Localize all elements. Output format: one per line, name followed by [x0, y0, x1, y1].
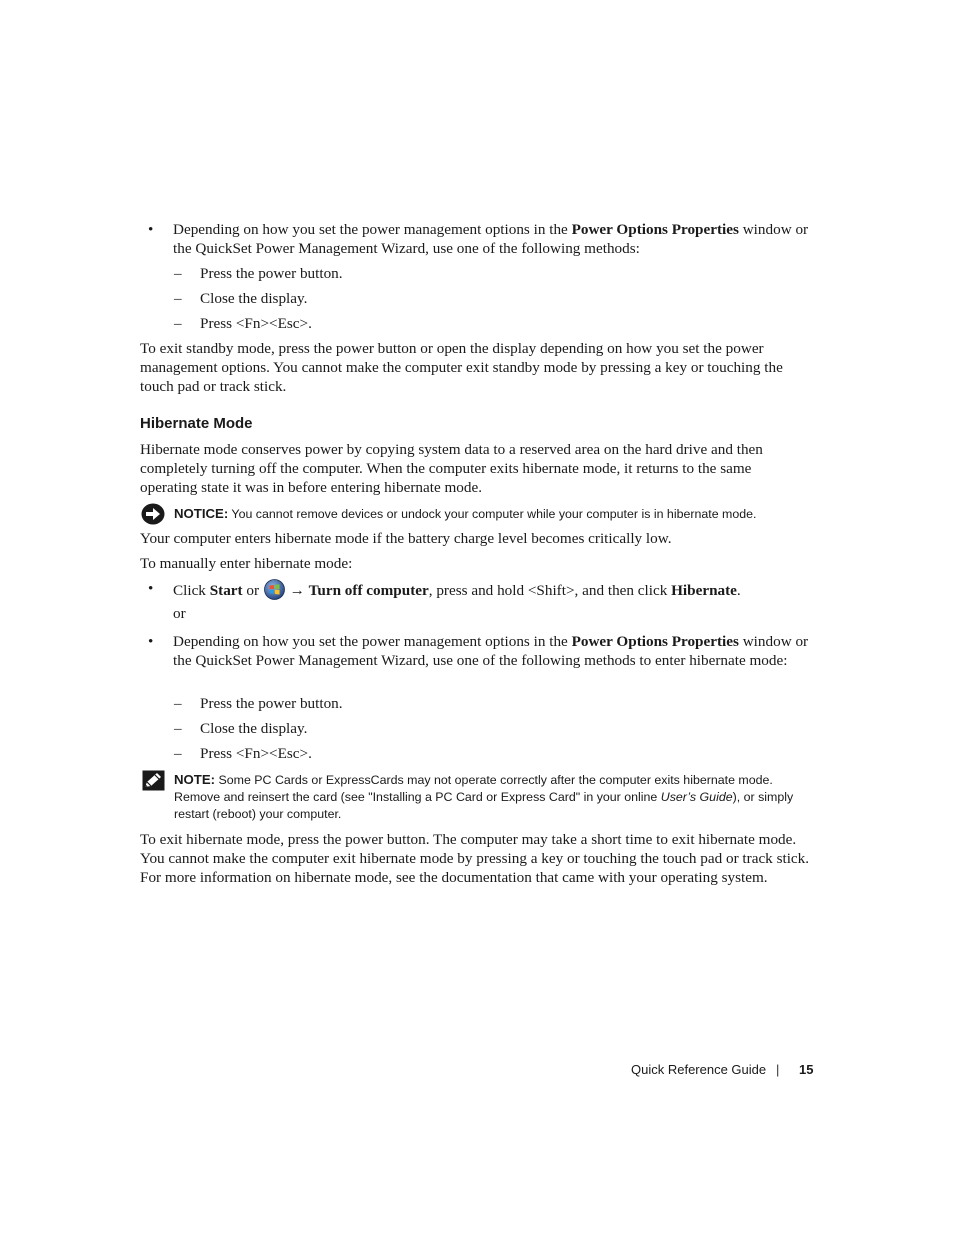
bullet-marker: •	[148, 221, 154, 238]
note-pencil-icon	[142, 770, 165, 791]
note-callout: NOTE: Some PC Cards or ExpressCards may not operate correctly after the computer exits hibernate mode. Remove and reinsert the card (see "Installing a PC Card or Express Card" in your online User’s Guide), or simply restart (reboot) your computer.	[174, 772, 794, 821]
dash-marker: –	[174, 720, 182, 737]
start-label: Start	[209, 582, 243, 599]
hibernate-heading	[140, 414, 253, 433]
standby-method-item: Press <Fn><Esc>.	[200, 315, 312, 332]
footer-separator: |	[776, 1062, 780, 1077]
standby-methods-bullet: Depending on how you set the power management options in the Power Options Properties window or the QuickSet Power Management Wizard, use one of the following methods:	[173, 221, 809, 257]
dash-marker: –	[174, 265, 182, 282]
bullet-marker: •	[148, 633, 154, 650]
standby-method-item: Close the display.	[200, 290, 308, 307]
windows-start-orb-icon	[264, 579, 285, 600]
notice-callout: NOTICE: You cannot remove devices or undock your computer while your computer is in hibernate mode.	[174, 506, 757, 521]
hibernate-intro-paragraph: Hibernate mode conserves power by copying system data to a reserved area on the hard drive and then completely turning off the computer. When the computer exits hibernate mode, it returns to the same operating state it was in before entering hibernate mode.	[140, 441, 763, 496]
hibernate-method-item: Close the display.	[200, 720, 308, 737]
notice-label: NOTICE:	[174, 506, 229, 521]
hibernate-exit-paragraph: To exit hibernate mode, press the power button. The computer may take a short time to exit hibernate mode. You cannot make the computer exit hibernate mode by pressing a key or touching the touch pad or track stick. For more information on hibernate mode, see the documentation that came with your operating system.	[140, 831, 810, 886]
hibernate-method-item: Press the power button.	[200, 695, 343, 712]
users-guide-title: User’s Guide	[660, 790, 733, 804]
hibernate-label: Hibernate	[671, 582, 737, 599]
dash-marker: –	[174, 315, 182, 332]
footer-guide-title: Quick Reference Guide	[631, 1062, 767, 1077]
power-options-properties-label: Power Options Properties	[571, 633, 739, 650]
note-label: NOTE:	[174, 772, 216, 787]
manual-hibernate-paragraph: To manually enter hibernate mode:	[140, 555, 353, 572]
dash-marker: –	[174, 695, 182, 712]
or-separator: or	[173, 605, 186, 622]
dash-marker: –	[174, 290, 182, 307]
power-options-properties-label: Power Options Properties	[571, 221, 739, 238]
dash-marker: –	[174, 745, 182, 762]
hibernate-method-item: Press <Fn><Esc>.	[200, 745, 312, 762]
standby-method-item: Press the power button.	[200, 265, 343, 282]
battery-paragraph: Your computer enters hibernate mode if the battery charge level becomes critically low.	[140, 530, 672, 547]
section-title: Hibernate Mode	[140, 415, 253, 432]
page-number: 15	[799, 1062, 814, 1077]
click-start-bullet: Click Start or → Turn off computer, press and hold <Shift>, and then click Hibernate.	[173, 579, 813, 600]
arrow-glyph: →	[289, 582, 305, 599]
notice-arrow-icon	[141, 503, 165, 525]
bullet-marker: •	[148, 580, 154, 597]
hibernate-methods-bullet: Depending on how you set the power management options in the Power Options Properties window or the QuickSet Power Management Wizard, use one of the following methods to enter hibernate mode:	[173, 633, 809, 669]
turn-off-computer-label: Turn off computer	[308, 582, 429, 599]
standby-exit-paragraph: To exit standby mode, press the power button or open the display depending on how you set the power management options. You cannot make the computer exit standby mode by pressing a key or touching the touch pad or track stick.	[140, 340, 783, 395]
